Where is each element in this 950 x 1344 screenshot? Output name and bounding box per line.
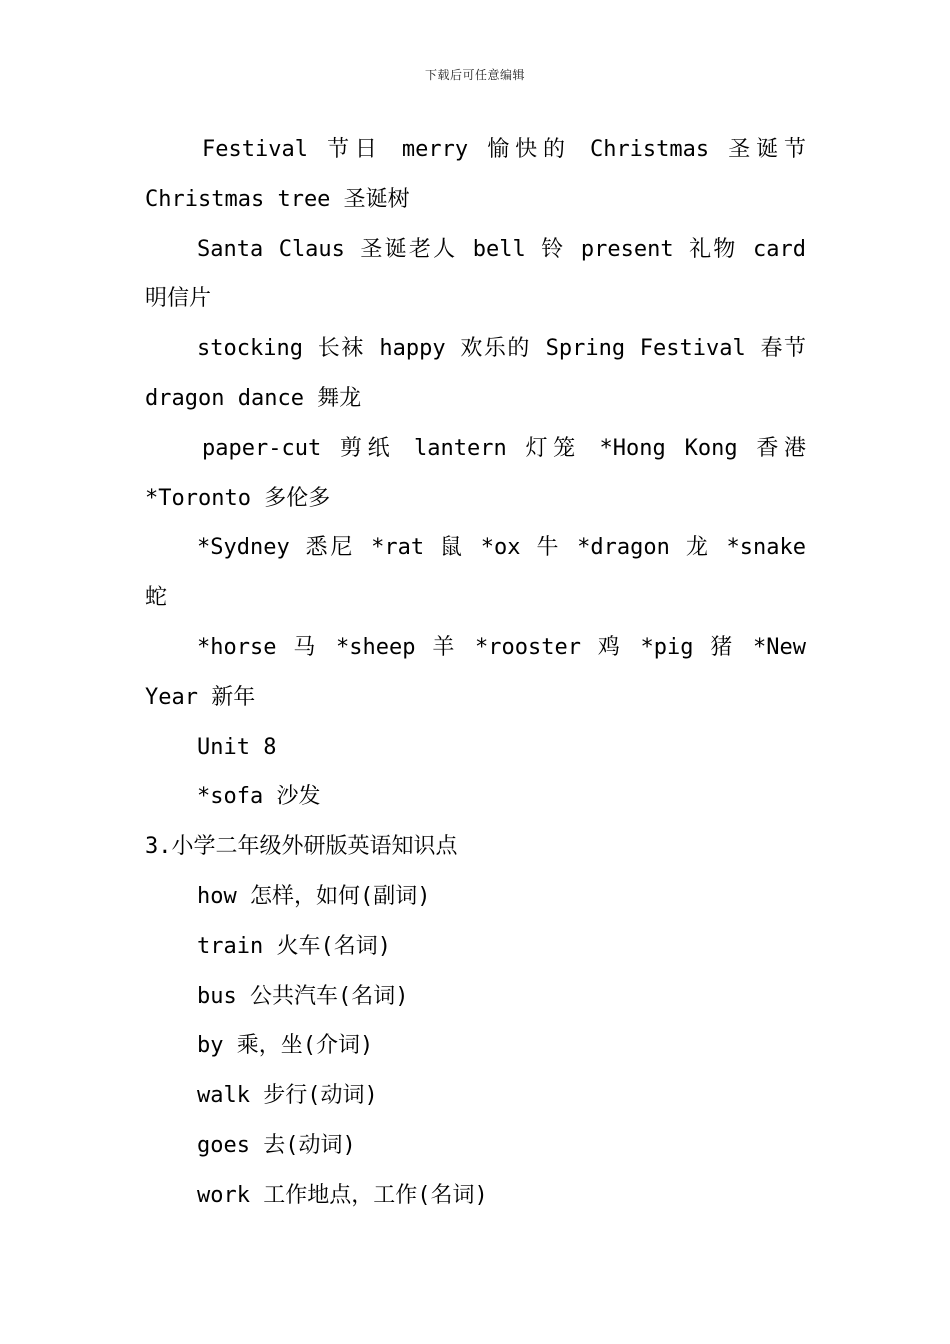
vocab-line-new-year: Year 新年 — [145, 684, 256, 710]
vocab-line-paper-cut: paper-cut 剪纸 lantern 灯笼 *Hong Kong 香港 — [202, 435, 806, 461]
vocab-line-train: train 火车(名词) — [197, 933, 391, 959]
vocab-line-how: how 怎样，如何(副词) — [197, 883, 431, 909]
vocab-line-festival: Festival 节日 merry 愉快的 Christmas 圣诞节 — [202, 137, 806, 162]
vocab-line-goes: goes 去(动词) — [197, 1132, 356, 1158]
unit-heading: Unit 8 — [197, 734, 277, 760]
vocab-line-card-cont: 明信片 — [145, 286, 212, 312]
vocab-line-bus: bus 公共汽车(名词) — [197, 983, 409, 1009]
vocab-line-sofa: *sofa 沙发 — [197, 784, 321, 810]
vocab-line-sydney: *Sydney 悉尼 *rat 鼠 *ox 牛 *dragon 龙 *snake — [197, 535, 806, 561]
vocab-line-toronto: *Toronto 多伦多 — [145, 485, 331, 511]
vocab-line-stocking: stocking 长袜 happy 欢乐的 Spring Festival 春节 — [197, 336, 806, 362]
page-header: 下载后可任意编辑 — [424, 68, 525, 82]
vocab-line-santa-claus: Santa Claus 圣诞老人 bell 铃 present 礼物 card — [197, 236, 806, 262]
vocab-line-work: work 工作地点，工作(名词) — [197, 1182, 488, 1208]
vocab-line-christmas-tree: Christmas tree 圣诞树 — [145, 186, 410, 212]
vocab-line-walk: walk 步行(动词) — [197, 1083, 378, 1109]
vocab-line-dragon-dance: dragon dance 舞龙 — [145, 385, 362, 411]
document-body — [145, 125, 806, 1221]
vocab-line-snake-cont: 蛇 — [145, 585, 168, 611]
section-heading: 3.小学二年级外研版英语知识点 — [145, 834, 458, 860]
vocab-line-by: by 乘，坐(介词) — [197, 1033, 374, 1059]
vocab-line-horse: *horse 马 *sheep 羊 *rooster 鸡 *pig 猪 *New — [197, 634, 806, 660]
